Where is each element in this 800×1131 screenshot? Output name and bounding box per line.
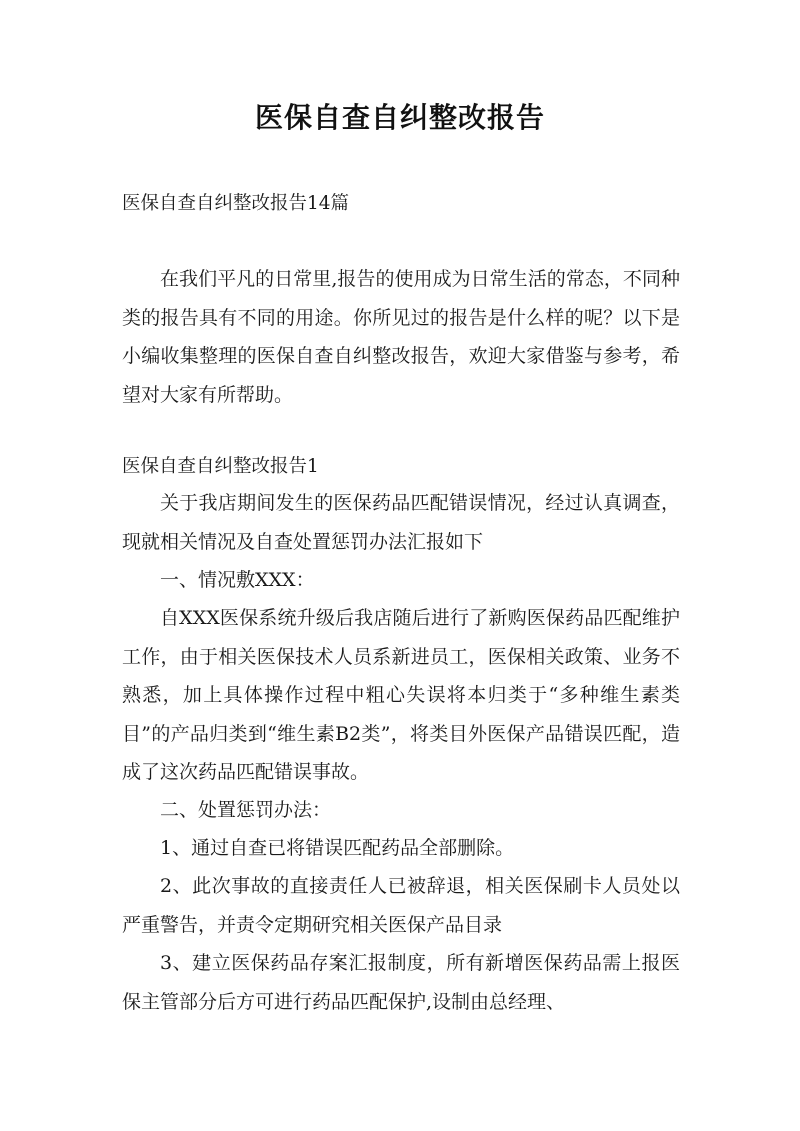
body-item-3: 3、建立医保药品存案汇报制度，所有新增医保药品需上报医保主管部分后方可进行药品匹配保护,设制由总经理、 bbox=[122, 952, 680, 1013]
intro-paragraph: 在我们平凡的日常里,报告的使用成为日常生活的常态，不同种类的报告具有不同的用途。你所见过的报告是什么样的呢？以下是小编收集整理的医保自查自纠整改报告，欢迎大家借鉴与参考，希望对大家有所帮助。 bbox=[122, 268, 680, 406]
body-heading-measures: 二、处置惩罚办法： bbox=[160, 799, 332, 821]
body-item-2: 2、此次事故的直接责任人已被辞退，相关医保刷卡人员处以严重警告，并责令定期研究相关医保产品目录 bbox=[122, 875, 680, 936]
body-heading-situation: 一、情况敷XXX： bbox=[160, 569, 315, 591]
body-item-1: 1、通过自查已将错误匹配药品全部删除。 bbox=[160, 837, 515, 859]
body-paragraph-2: 自XXX医保系统升级后我店随后进行了新购医保药品匹配维护工作，由于相关医保技术人员系新进员工，医保相关政策、业务不熟悉，加上具体操作过程中粗心失误将本归类于“多种维生素类目”的产品归类到“维生素B2类”，将类目外医保产品错误匹配，造成了这次药品匹配错误事故。 bbox=[122, 607, 680, 783]
document-subtitle: 医保自查自纠整改报告14篇 bbox=[122, 193, 350, 214]
body-paragraph-1: 关于我店期间发生的医保药品匹配错误情况，经过认真调查，现就相关情况及自查处置惩罚办法汇报如下 bbox=[122, 492, 680, 553]
document-title: 医保自查自纠整改报告 bbox=[254, 101, 545, 134]
section-heading: 医保自查自纠整改报告1 bbox=[122, 456, 319, 477]
